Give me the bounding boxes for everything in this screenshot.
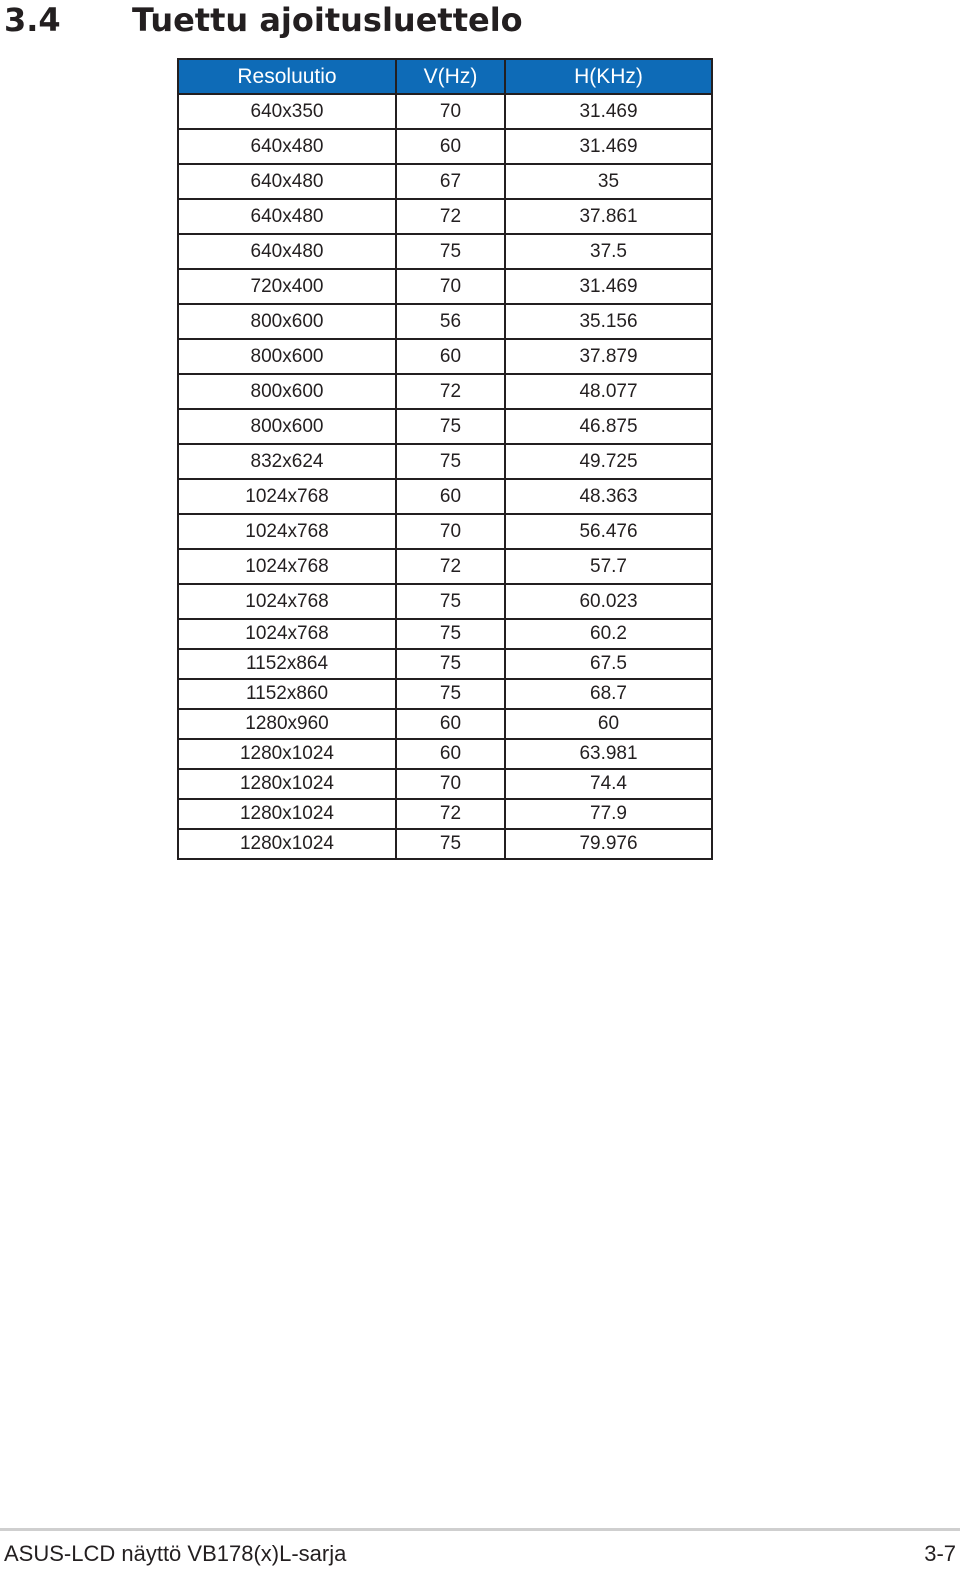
table-row — [178, 619, 712, 649]
cell-vertical-frequency: 60 — [396, 479, 505, 514]
table-row — [178, 739, 712, 769]
table-row — [178, 829, 712, 859]
cell-vertical-frequency: 75 — [396, 584, 505, 619]
table-row — [178, 709, 712, 739]
section-number: 3.4 — [4, 1, 61, 39]
cell-horizontal-frequency: 74.4 — [505, 769, 712, 799]
cell-vertical-frequency: 70 — [396, 514, 505, 549]
footer-page-number: 3-7 — [924, 1541, 956, 1566]
footer-divider — [0, 1528, 960, 1531]
cell-horizontal-frequency: 67.5 — [505, 649, 712, 679]
cell-resolution: 640x480 — [178, 129, 396, 164]
cell-horizontal-frequency: 31.469 — [505, 94, 712, 129]
cell-vertical-frequency: 72 — [396, 374, 505, 409]
cell-vertical-frequency: 70 — [396, 269, 505, 304]
cell-resolution: 1280x1024 — [178, 799, 396, 829]
cell-resolution: 640x480 — [178, 199, 396, 234]
cell-vertical-frequency: 60 — [396, 709, 505, 739]
cell-resolution: 832x624 — [178, 444, 396, 479]
cell-vertical-frequency: 75 — [396, 649, 505, 679]
table-row — [178, 584, 712, 619]
cell-resolution: 1152x860 — [178, 679, 396, 709]
cell-resolution: 1280x960 — [178, 709, 396, 739]
table-row — [178, 269, 712, 304]
cell-resolution: 1152x864 — [178, 649, 396, 679]
cell-resolution: 800x600 — [178, 374, 396, 409]
cell-vertical-frequency: 75 — [396, 679, 505, 709]
cell-vertical-frequency: 75 — [396, 409, 505, 444]
cell-resolution: 1024x768 — [178, 479, 396, 514]
timing-table — [177, 58, 713, 860]
table-row — [178, 549, 712, 584]
cell-vertical-frequency: 72 — [396, 799, 505, 829]
cell-horizontal-frequency: 31.469 — [505, 269, 712, 304]
cell-horizontal-frequency: 35 — [505, 164, 712, 199]
cell-resolution: 1024x768 — [178, 584, 396, 619]
cell-resolution: 640x350 — [178, 94, 396, 129]
cell-vertical-frequency: 60 — [396, 129, 505, 164]
table-row — [178, 339, 712, 374]
header-horizontal-frequency: H(KHz) — [505, 59, 712, 94]
cell-horizontal-frequency: 77.9 — [505, 799, 712, 829]
header-resolution: Resoluutio — [178, 59, 396, 94]
footer-document-title: ASUS-LCD näyttö VB178(x)L-sarja — [4, 1541, 347, 1566]
cell-resolution: 640x480 — [178, 164, 396, 199]
cell-resolution: 800x600 — [178, 304, 396, 339]
table-header-row — [178, 59, 712, 94]
cell-horizontal-frequency: 48.363 — [505, 479, 712, 514]
table-row — [178, 374, 712, 409]
cell-horizontal-frequency: 56.476 — [505, 514, 712, 549]
cell-resolution: 1280x1024 — [178, 829, 396, 859]
table-body — [178, 94, 712, 859]
cell-vertical-frequency: 60 — [396, 339, 505, 374]
header-vertical-frequency: V(Hz) — [396, 59, 505, 94]
cell-vertical-frequency: 56 — [396, 304, 505, 339]
cell-horizontal-frequency: 68.7 — [505, 679, 712, 709]
cell-horizontal-frequency: 37.879 — [505, 339, 712, 374]
cell-resolution: 1280x1024 — [178, 769, 396, 799]
cell-horizontal-frequency: 60.2 — [505, 619, 712, 649]
cell-horizontal-frequency: 57.7 — [505, 549, 712, 584]
table-row — [178, 164, 712, 199]
cell-resolution: 800x600 — [178, 339, 396, 374]
table-row — [178, 514, 712, 549]
cell-vertical-frequency: 75 — [396, 444, 505, 479]
table-row — [178, 679, 712, 709]
table-row — [178, 199, 712, 234]
table-row — [178, 304, 712, 339]
cell-horizontal-frequency: 35.156 — [505, 304, 712, 339]
cell-vertical-frequency: 60 — [396, 739, 505, 769]
cell-vertical-frequency: 70 — [396, 769, 505, 799]
section-title: Tuettu ajoitusluettelo — [132, 1, 523, 39]
cell-horizontal-frequency: 79.976 — [505, 829, 712, 859]
cell-vertical-frequency: 72 — [396, 199, 505, 234]
table-row — [178, 129, 712, 164]
cell-resolution: 1280x1024 — [178, 739, 396, 769]
cell-horizontal-frequency: 46.875 — [505, 409, 712, 444]
cell-resolution: 1024x768 — [178, 619, 396, 649]
cell-vertical-frequency: 75 — [396, 829, 505, 859]
table-row — [178, 769, 712, 799]
cell-vertical-frequency: 75 — [396, 234, 505, 269]
cell-vertical-frequency: 75 — [396, 619, 505, 649]
cell-vertical-frequency: 70 — [396, 94, 505, 129]
cell-resolution: 720x400 — [178, 269, 396, 304]
cell-horizontal-frequency: 31.469 — [505, 129, 712, 164]
cell-vertical-frequency: 67 — [396, 164, 505, 199]
table-row — [178, 649, 712, 679]
cell-horizontal-frequency: 63.981 — [505, 739, 712, 769]
cell-horizontal-frequency: 48.077 — [505, 374, 712, 409]
table-row — [178, 444, 712, 479]
table-row — [178, 409, 712, 444]
table-row — [178, 94, 712, 129]
table-row — [178, 234, 712, 269]
table-row — [178, 479, 712, 514]
cell-horizontal-frequency: 49.725 — [505, 444, 712, 479]
table-row — [178, 799, 712, 829]
cell-horizontal-frequency: 37.5 — [505, 234, 712, 269]
cell-resolution: 1024x768 — [178, 514, 396, 549]
cell-horizontal-frequency: 60 — [505, 709, 712, 739]
cell-horizontal-frequency: 37.861 — [505, 199, 712, 234]
cell-resolution: 800x600 — [178, 409, 396, 444]
cell-vertical-frequency: 72 — [396, 549, 505, 584]
cell-resolution: 640x480 — [178, 234, 396, 269]
cell-horizontal-frequency: 60.023 — [505, 584, 712, 619]
cell-resolution: 1024x768 — [178, 549, 396, 584]
